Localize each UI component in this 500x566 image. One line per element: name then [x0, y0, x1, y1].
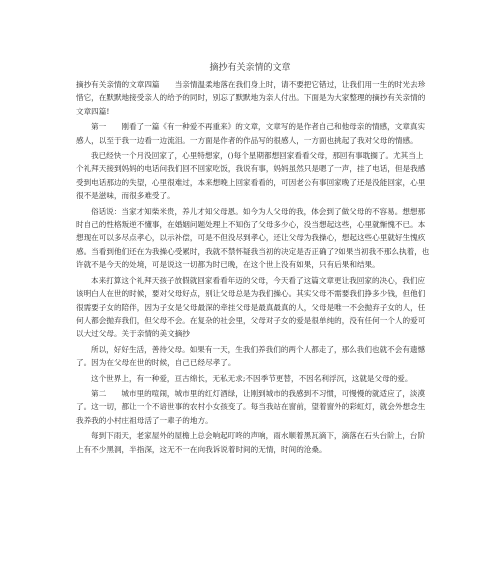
- body-paragraph: 本来打算这个礼拜天孩子放假就回家看看年迈的父母，今天看了这篇文章更让我回家的决心，我们应该明白人在世的时候，要对父母好点，别让父母总是为我们操心。其实父母不需要我们挣多少钱，但他们很需要子女的陪伴，因为子女是父母最深的牵挂父母是最真最真的人，父母是唯一不会抛弃子女的人，任何人都会抛弃我们，但父母不会。在复杂的社会里，父母对子女的爱是很单纯的，没有任何一个人的爱可以大过父母。关于亲情的美文摘抄: [76, 275, 426, 339]
- article-body: [76, 78, 430, 458]
- intro-paragraph: 摘抄有关亲情的文章四篇 当亲情温柔地落在我们身上时，请不要把它错过，让我们用一生的时光去珍惜它，在默默地接受亲人的给予的同时，别忘了默默地为亲人付出。下面是为大家整理的摘抄有关亲情的文章四篇!: [76, 80, 426, 116]
- body-paragraph: 俗话说：当家才知柴米贵，养儿才知父母恩。如今为人父母的我，体会到了做父母的不容易。想想那时自己的性格叛逆不懂事，在婚姻问题处理上不知伤了父母多少心，没当想起这些，心里就惭愧不已。本想现在可以多尽点孝心，以示补偿，可是不但没尽到孝心，还让父母为我操心，想起这些心里就好生愧疚感。当看到他们还在为我操心受累时，我就不禁怀疑我当初的决定是否正确了?如果当初我不那么执着，也许就不是今天的处境，可是说这一切都为时已晚，在这个世上没有如果，只有后果和结果。: [76, 206, 430, 270]
- body-paragraph: 我已经快一个月没回家了，心里特想家，()每个星期都想回家看看父母，那回有事耽搁了。尤其当上个礼拜天接到妈妈的电话问我们回不回家吃饭，我说有事，妈妈虽然只是嗯了一声，挂了电话，但是我感受到电话那边的失望，心里很难过，本来想晚上回家看看的，可因老公有事回家晚了还是没能回家，心里很不是滋味，而很多难受了。: [76, 151, 426, 201]
- body-paragraph: 这个世界上，有一种爱，亘古绵长，无私无求;不因季节更替，不因名利浮沉，这就是父母的爱。: [91, 373, 413, 383]
- section-one-paragraph: 第一 刚看了一篇《有一种爱不再重来》的文章，文章写的是作者自己和他母亲的情感，文章真实感人，以至于我一边看一边流泪。一方面是作者的作品写的很感人，一方面也挑起了我对父母的情感。: [76, 122, 426, 145]
- page-title: 摘抄有关亲情的文章: [209, 63, 291, 73]
- section-two-paragraph: 第二 城市里的喧闹，城市里的红灯酒绿，让刚到城市的我感到不习惯，可慢慢的就适应了，淡漠了。这一切，都让一个不谙世事的农村小女孩变了。每当我站在窗前，望着窗外的彩虹灯，就会外想念生我养我的小村庄祖母活了一辈子的地方。: [76, 388, 426, 425]
- body-paragraph: 所以，好好生活，善待父母。如果有一天，生我们养我们的两个人都走了，那么我们也就不会有遗憾了。因为在父母在世的时候，自己已经尽孝了。: [76, 344, 426, 368]
- body-paragraph: 每到下雨天，老家屋外的屋檐上总会响起叮咚的声响，雨水顺着黑瓦滴下，滴落在石头台阶上，台阶上有不少黑洞，半指深，这无不一在向我诉说着时间的无情，时间的沧桑。: [76, 431, 426, 454]
